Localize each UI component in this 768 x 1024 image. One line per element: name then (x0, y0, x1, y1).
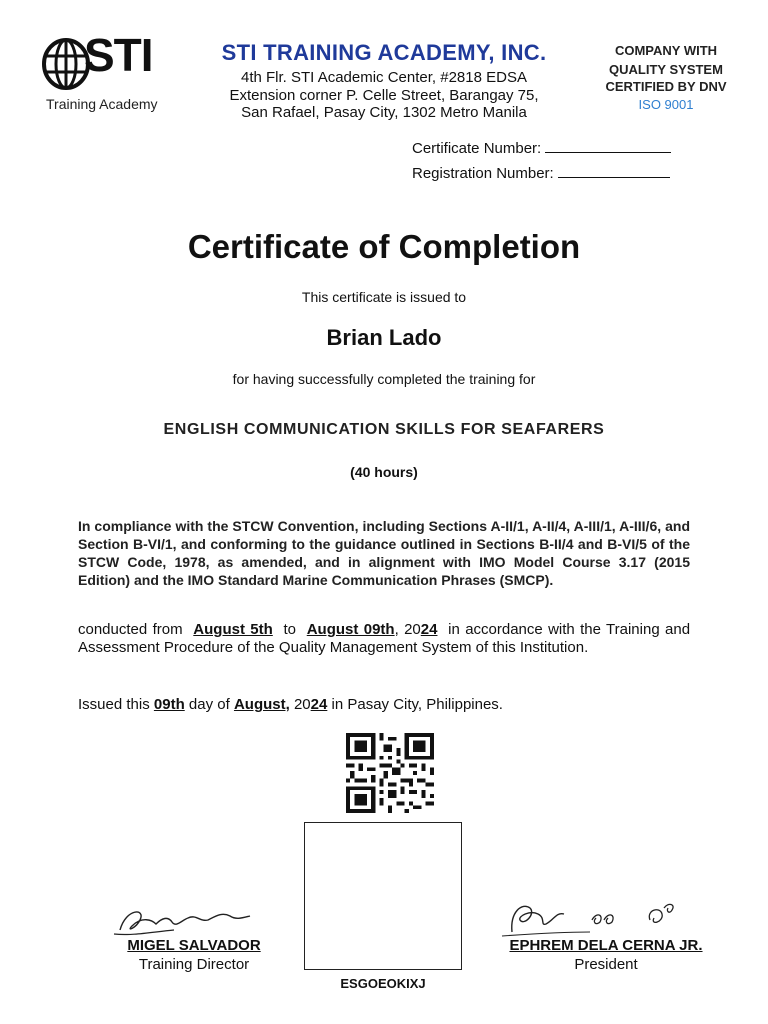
certificate-title: Certificate of Completion (187, 228, 581, 265)
conducted-year: 24 (420, 621, 438, 638)
issued-line (78, 696, 690, 713)
issued-year-prefix: 20 (293, 696, 311, 713)
issued-suffix: in Pasay City, Philippines. (331, 696, 503, 713)
training-director-name: MIGEL SALVADOR (127, 937, 261, 954)
issued-day-of: day of (188, 696, 230, 713)
registration-number-label: Registration Number: (412, 165, 554, 182)
logo-wordmark: STI (84, 29, 153, 81)
issued-day: 09th (153, 696, 185, 713)
photo-placeholder (304, 822, 462, 970)
compliance-paragraph: In compliance with the STCW Convention, including Sections A-II/1, A-II/4, A-III/1, A-III/6, and Section B-VI/1, and conforming to the guidance outlined in Sections B-II/4 and B-VI/5 of the STCW Code, 1978, as amended, and in alignment with IMO Model Course 3.17 (2015 Edition) and the IMO Standard Marine Communication Phrases (SMCP). (78, 518, 690, 588)
verification-code: ESGOEOKIXJ (340, 976, 426, 991)
president-name: EPHREM DELA CERNA JR. (509, 937, 703, 954)
registration-number-blank (558, 163, 670, 178)
start-date: August 5th (193, 621, 273, 638)
certificate-number-label: Certificate Number: (412, 140, 542, 157)
certificate-number-blank (545, 138, 671, 153)
conducted-prefix: conducted from (78, 621, 183, 638)
conducted-suffix: in accordance with the Training and Assessment Procedure of the Quality Management System of this Institution. (78, 621, 691, 656)
sti-logo (40, 29, 180, 118)
address-line-1: 4th Flr. STI Academic Center, #2818 EDSA (241, 69, 527, 86)
conducted-year-prefix: , 20 (394, 621, 421, 638)
for-having-text: for having successfully completed the training for (232, 371, 536, 387)
conducted-to: to (283, 621, 297, 638)
conducted-paragraph (78, 621, 690, 657)
signature-president (500, 896, 700, 942)
address-line-3: San Rafael, Pasay City, 1302 Metro Manila (241, 104, 527, 121)
end-date: August 09th (306, 621, 395, 638)
issued-month: August, (233, 696, 290, 713)
logo-subtitle: Training Academy (46, 96, 158, 112)
iso-line-3: CERTIFIED BY DNV (605, 79, 727, 94)
training-director-title: Training Director (138, 956, 250, 973)
recipient-name: Brian Lado (326, 325, 442, 350)
issued-to-text: This certificate is issued to (301, 289, 467, 305)
iso-line-1: COMPANY WITH (614, 43, 718, 58)
president-title: President (574, 956, 638, 973)
iso-standard: ISO 9001 (638, 97, 694, 112)
course-title: ENGLISH COMMUNICATION SKILLS FOR SEAFARERS (163, 421, 605, 438)
signature-training-director (112, 902, 262, 942)
qr-code-icon (346, 733, 434, 813)
issued-prefix: Issued this (78, 696, 150, 713)
address-line-2: Extension corner P. Celle Street, Barangay 75, (229, 87, 539, 104)
registration-number (412, 163, 670, 182)
issued-year: 24 (310, 696, 328, 713)
organization-name: STI TRAINING ACADEMY, INC. (221, 40, 547, 65)
iso-line-2: QUALITY SYSTEM (609, 62, 723, 77)
course-hours: (40 hours) (350, 464, 418, 480)
certificate-number (412, 138, 671, 157)
